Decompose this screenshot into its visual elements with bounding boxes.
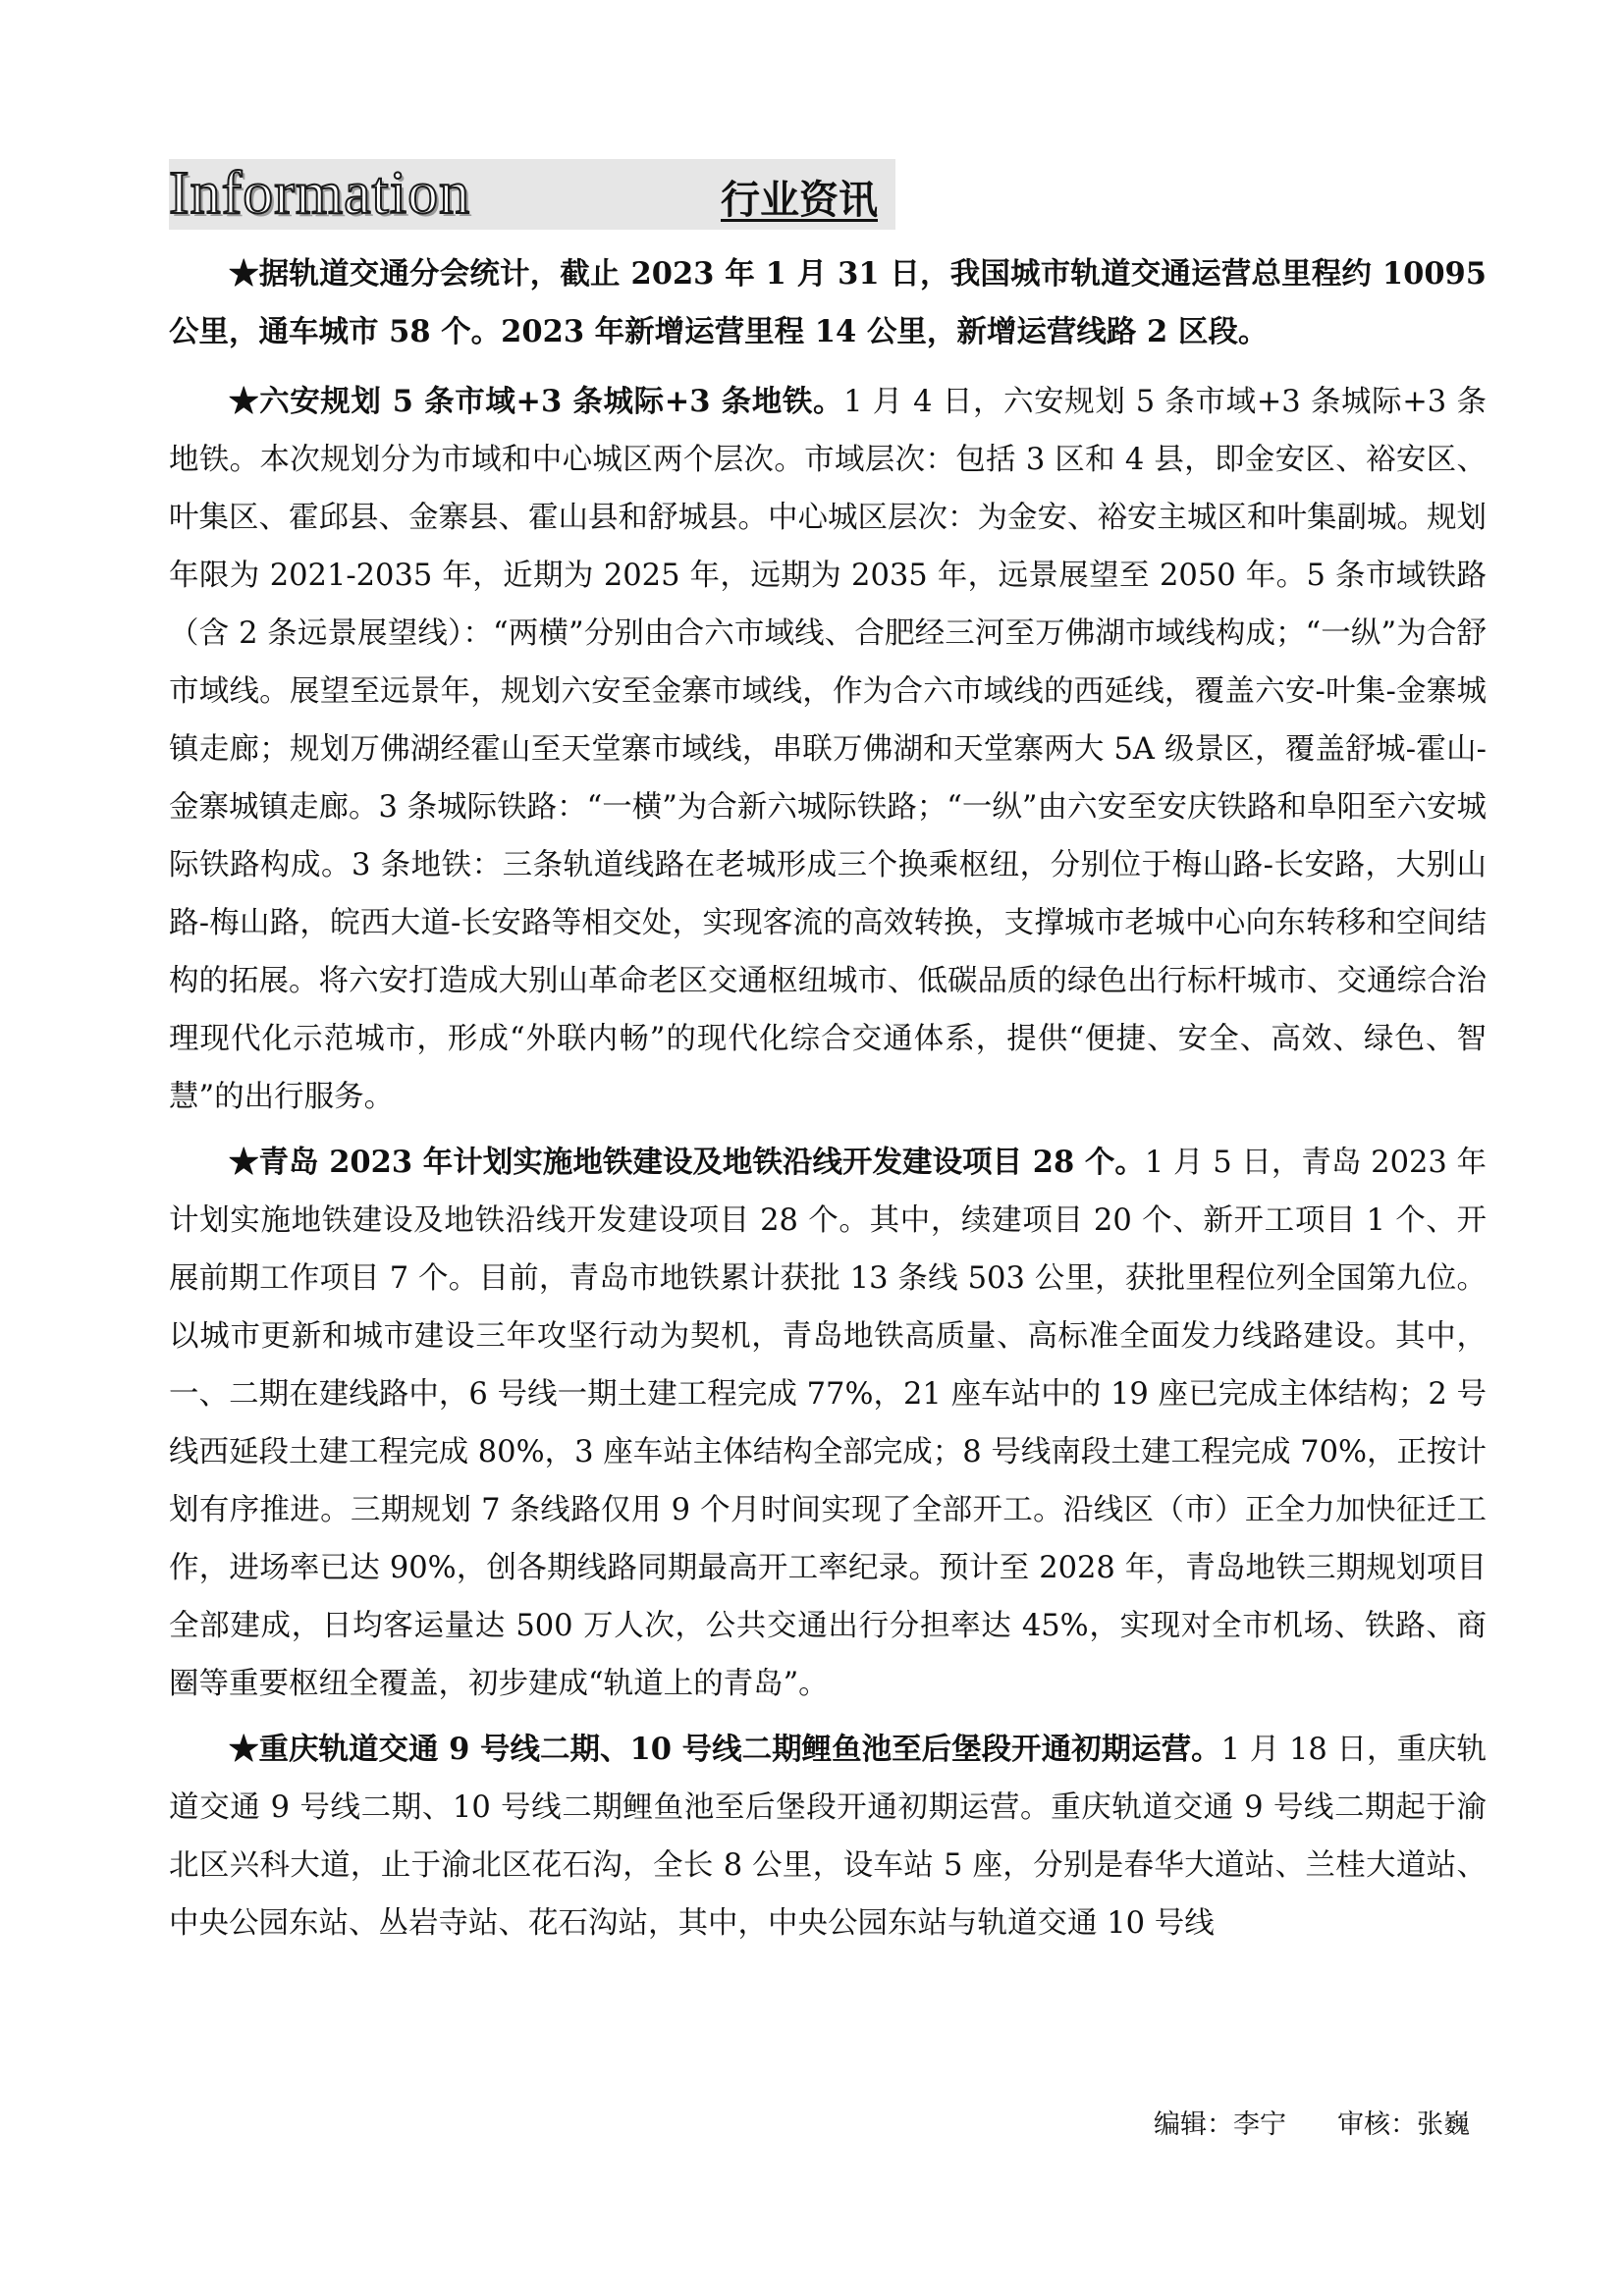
news-item-chongqing <box>169 1721 1487 1952</box>
page-header <box>169 159 895 230</box>
news-item-luan <box>169 373 1487 1126</box>
news-item-qingdao-headline: ★青岛 2023 年计划实施地铁建设及地铁沿线开发建设项目 28 个。 <box>229 1145 1145 1180</box>
news-item-luan-text: 1 月 4 日，六安规划 5 条市域+3 条城际+3 条地铁。本次规划分为市域和中心城区两个层次。市域层次：包括 3 区和 4 县，即金安区、裕安区、叶集区、霍邱县、金寨县、霍山县和舒城县。中心城区层次：为金安、裕安主城区和叶集副城。规划年限为 2021-2035 年，近期为 2025 年，远期为 2035 年，远景展望至 2050 年。5 条市域铁路（含 2 条远景展望线）：“两横”分别由合六市域线、合肥经三河至万佛湖市域线构成；“一纵”为合舒市域线。展望至远景年，规划六安至金寨市域线，作为合六市域线的西延线，覆盖六安-叶集-金寨城镇走廊；规划万佛湖经霍山至天堂寨市域线，串联万佛湖和天堂寨两大 5A 级景区，覆盖舒城-霍山-金寨城镇走廊。3 条城际铁路：“一横”为合新六城际铁路；“一纵”由六安至安庆铁路和阜阳至六安城际铁路构成。3 条地铁：三条轨道线路在老城形成三个换乘枢纽，分别位于梅山路-长安路，大别山路-梅山路，皖西大道-长安路等相交处，实现客流的高效转换，支撑城市老城中心向东转移和空间结构的拓展。将六安打造成大别山革命老区交通枢纽城市、低碳品质的绿色出行标杆城市、交通综合治理现代化示范城市，形成“外联内畅”的现代化综合交通体系，提供“便捷、安全、高效、绿色、智慧”的出行服务。 <box>169 385 1487 1114</box>
news-item-statistics <box>169 245 1487 361</box>
news-item-chongqing-headline: ★重庆轨道交通 9 号线二期、10 号线二期鲤鱼池至后堡段开通初期运营。 <box>229 1732 1221 1767</box>
reviewer-credit: 审核：张巍 <box>1337 2109 1470 2140</box>
header-title-chinese: 行业资讯 <box>721 178 878 223</box>
header-title-english: Information <box>169 160 471 227</box>
news-item-qingdao <box>169 1134 1487 1713</box>
news-item-qingdao-text: 1 月 5 日，青岛 2023 年计划实施地铁建设及地铁沿线开发建设项目 28 个。其中，续建项目 20 个、新开工项目 1 个、开展前期工作项目 7 个。目前，青岛市地铁累计获批 13 条线 503 公里，获批里程位列全国第九位。以城市更新和城市建设三年攻坚行动为契机，青岛地铁高质量、高标准全面发力线路建设。其中，一、二期在建线路中，6 号线一期土建工程完成 77%，21 座车站中的 19 座已完成主体结构；2 号线西延段土建工程完成 80%，3 座车站主体结构全部完成；8 号线南段土建工程完成 70%，正按计划有序推进。三期规划 7 条线路仅用 9 个月时间实现了全部开工。沿线区（市）正全力加快征迁工作，进场率已达 90%，创各期线路同期最高开工率纪录。预计至 2028 年，青岛地铁三期规划项目全部建成，日均客运量达 500 万人次，公共交通出行分担率达 45%，实现对全市机场、铁路、商圈等重要枢纽全覆盖，初步建成“轨道上的青岛”。 <box>169 1146 1487 1701</box>
news-item-luan-headline: ★六安规划 5 条市域+3 条城际+3 条地铁。 <box>229 384 844 419</box>
article-body <box>169 245 1487 1960</box>
news-item-chongqing-text: 1 月 18 日，重庆轨道交通 9 号线二期、10 号线二期鲤鱼池至后堡段开通初期运营。重庆轨道交通 9 号线二期起于渝北区兴科大道，止于渝北区花石沟，全长 8 公里，设车站 5 座，分别是春华大道站、兰桂大道站、中央公园东站、丛岩寺站、花石沟站，其中，中央公园东站与轨道交通 10 号线 <box>169 1733 1487 1941</box>
news-item-statistics-text: ★据轨道交通分会统计，截止 2023 年 1 月 31 日，我国城市轨道交通运营总里程约 10095 公里，通车城市 58 个。2023 年新增运营里程 14 公里，新增运营线路 2 区段。 <box>169 256 1487 349</box>
editor-credit: 编辑：李宁 <box>1154 2109 1286 2140</box>
page-footer <box>1154 2109 1470 2142</box>
